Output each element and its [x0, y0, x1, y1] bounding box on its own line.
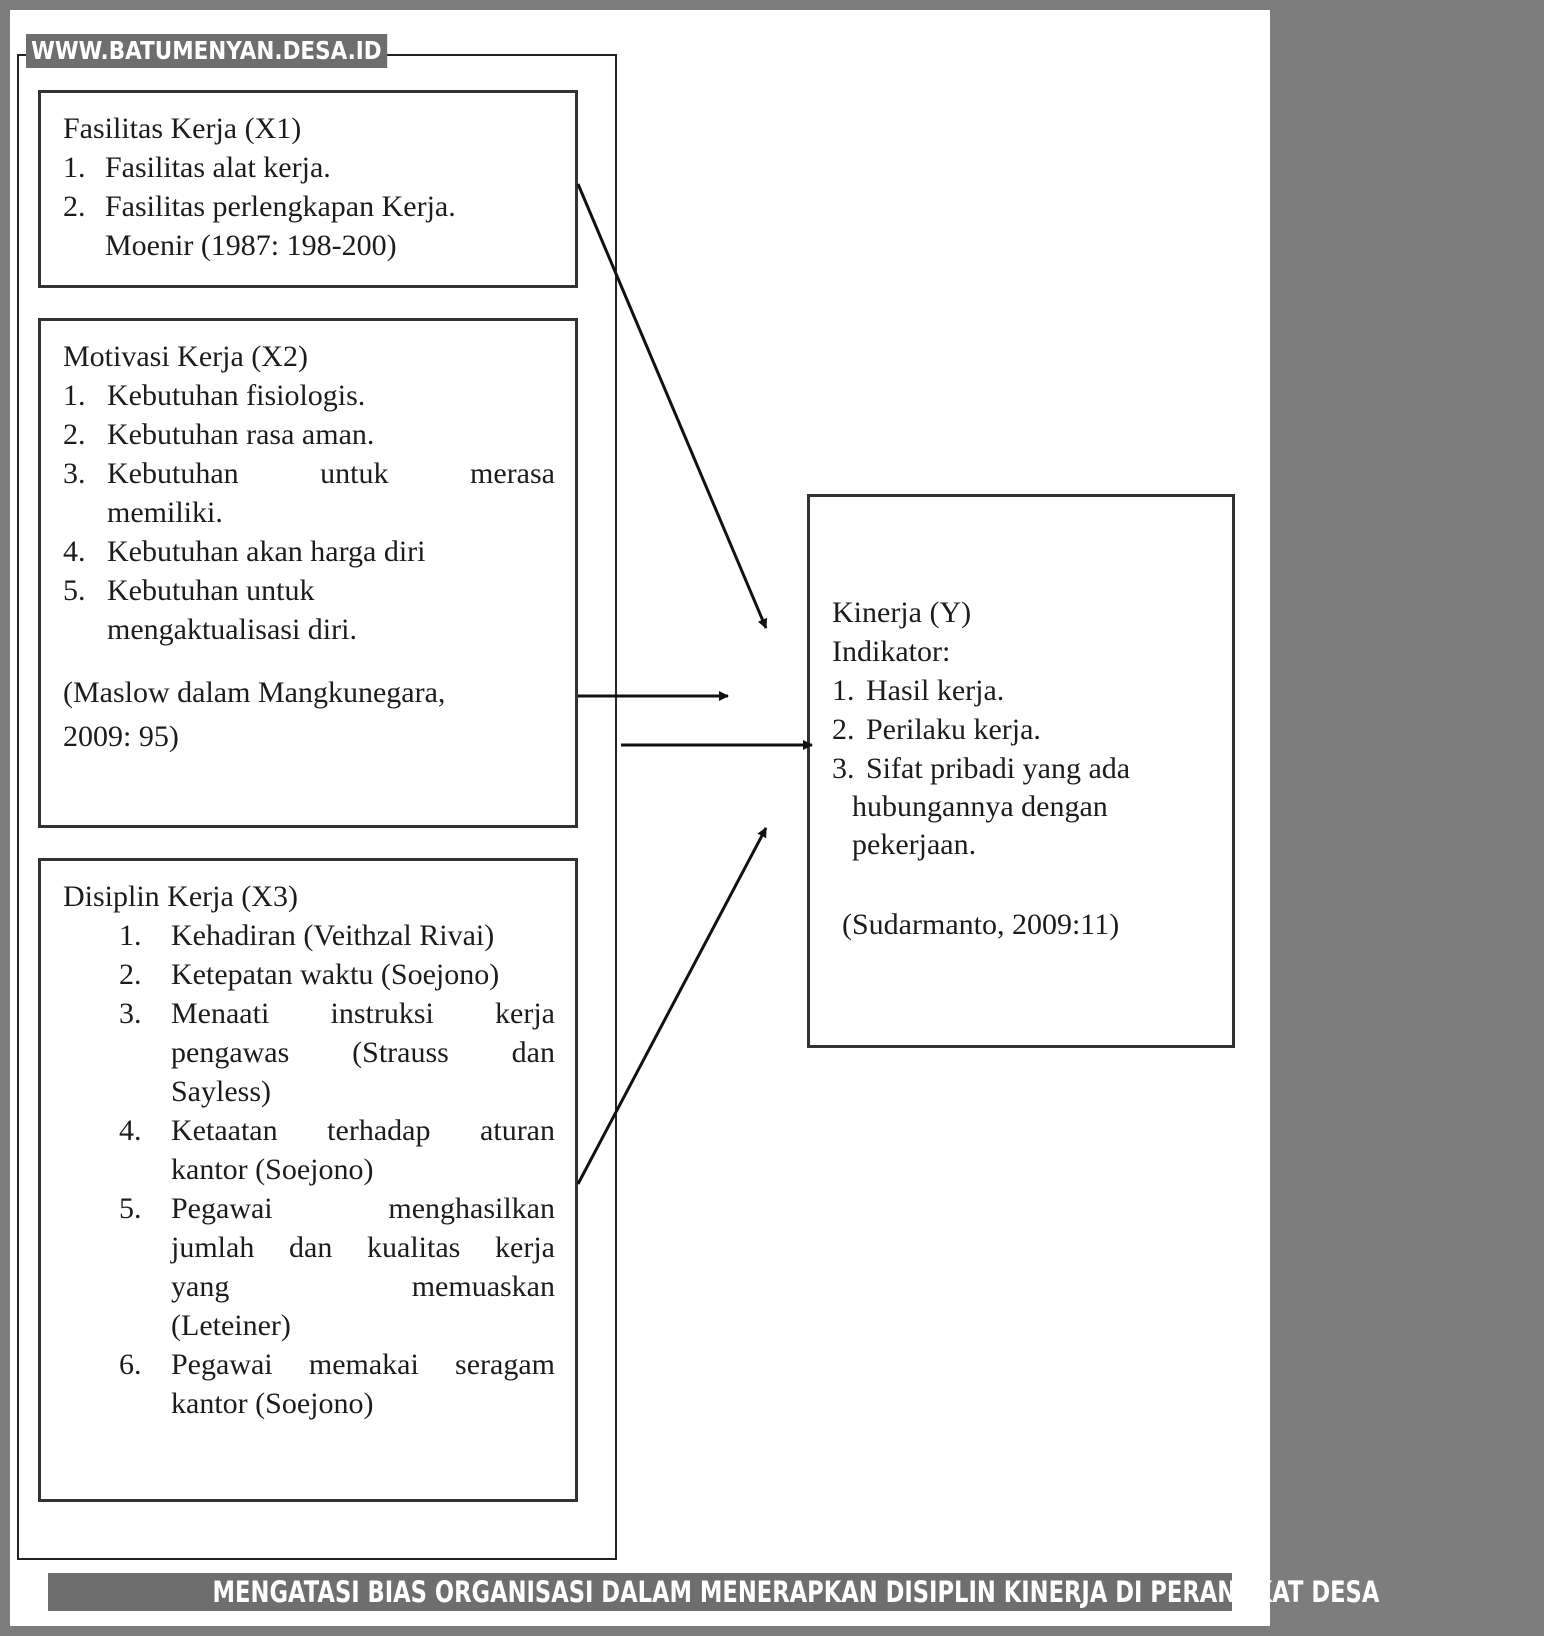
- item-number: 1.: [63, 151, 86, 184]
- citation: (Sudarmanto, 2009:11): [842, 908, 1120, 941]
- item-number: 1.: [832, 674, 855, 707]
- item-text: yang memuaskan: [171, 1270, 555, 1303]
- item-text: Ketaatan terhadap aturan: [171, 1114, 555, 1147]
- item-number: 4.: [63, 535, 86, 568]
- item-number: 2.: [63, 418, 86, 451]
- box-subtitle: Indikator:: [832, 635, 951, 668]
- item-text: Kebutuhan rasa aman.: [107, 418, 375, 451]
- item-text: Sifat pribadi yang ada: [866, 752, 1131, 785]
- item-number: 5.: [119, 1192, 142, 1225]
- item-text: Kebutuhan fisiologis.: [107, 379, 366, 412]
- item-text: Perilaku kerja.: [866, 713, 1041, 746]
- item-number: 2.: [832, 713, 855, 746]
- item-number: 1.: [63, 379, 86, 412]
- citation: (Maslow dalam Mangkunegara,: [63, 676, 446, 709]
- item-text: kantor (Soejono): [171, 1153, 374, 1186]
- item-number: 2.: [119, 958, 142, 991]
- arrow-x1-to-y: [578, 184, 766, 628]
- item-text-justified: Kebutuhan untuk merasa: [107, 457, 555, 490]
- item-number: 3.: [63, 457, 86, 490]
- item-text: pengawas (Strauss dan: [171, 1036, 555, 1069]
- item-number: 1.: [119, 919, 142, 952]
- item-text: Menaati instruksi kerja: [171, 997, 555, 1030]
- item-text: jumlah dan kualitas kerja: [171, 1231, 555, 1264]
- box-title: Disiplin Kerja (X3): [63, 880, 298, 913]
- item-text: mengaktualisasi diri.: [107, 613, 357, 646]
- caption-text: MENGATASI BIAS ORGANISASI DALAM MENERAPKAN DISIPLIN KINERJA DI PERANGKAT DESA: [212, 1575, 1380, 1609]
- item-number: 5.: [63, 574, 86, 607]
- item-text: Fasilitas alat kerja.: [105, 151, 331, 184]
- item-number: 3.: [832, 752, 855, 785]
- item-number: 2.: [63, 190, 86, 223]
- item-text: Kehadiran (Veithzal Rivai): [171, 919, 495, 952]
- arrow-x3-to-y: [578, 828, 766, 1184]
- box-title: Kinerja (Y): [832, 596, 972, 629]
- item-text: Kebutuhan untuk: [107, 574, 315, 607]
- item-text: kantor (Soejono): [171, 1387, 374, 1420]
- watermark-label: WWW.BATUMENYAN.DESA.ID: [26, 34, 387, 68]
- item-text: pekerjaan.: [852, 828, 977, 861]
- item-text: memiliki.: [107, 496, 223, 529]
- item-number: 6.: [119, 1348, 142, 1381]
- box-title: Fasilitas Kerja (X1): [63, 112, 302, 145]
- item-number: 4.: [119, 1114, 142, 1147]
- item-text: Pegawai menghasilkan: [171, 1192, 555, 1225]
- box-title: Motivasi Kerja (X2): [63, 340, 308, 373]
- caption-banner: [48, 1573, 1380, 1611]
- item-text: Sayless): [171, 1075, 271, 1108]
- item-text: hubungannya dengan: [852, 790, 1108, 823]
- item-text: Ketepatan waktu (Soejono): [171, 958, 500, 991]
- item-text: (Leteiner): [171, 1309, 291, 1342]
- item-text: Kebutuhan akan harga diri: [107, 535, 426, 568]
- citation: Moenir (1987: 198-200): [105, 229, 397, 262]
- item-text: Pegawai memakai seragam: [171, 1348, 555, 1381]
- item-number: 3.: [119, 997, 142, 1030]
- citation: 2009: 95): [63, 720, 179, 753]
- item-text: Fasilitas perlengkapan Kerja.: [105, 190, 456, 223]
- item-text: Hasil kerja.: [866, 674, 1005, 707]
